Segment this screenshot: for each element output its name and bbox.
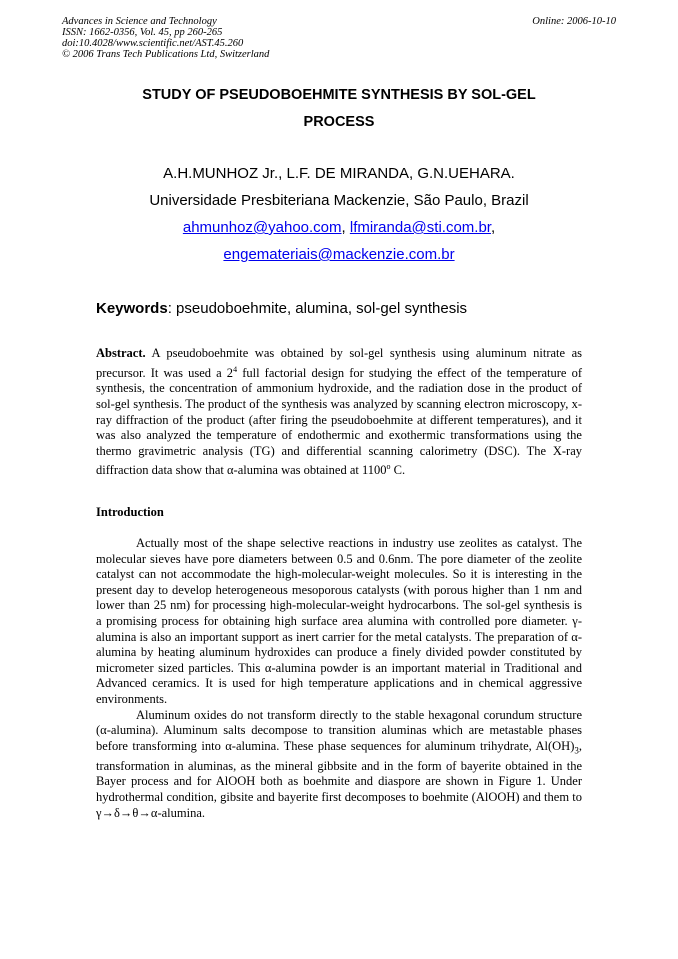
keywords-label: Keywords bbox=[96, 300, 168, 317]
title-line-2: PROCESS bbox=[303, 114, 375, 130]
issn-line: ISSN: 1662-0356, Vol. 45, pp 260-265 bbox=[62, 27, 223, 38]
introduction-heading: Introduction bbox=[96, 505, 164, 519]
keywords-text: : pseudoboehmite, alumina, sol-gel synthesis bbox=[167, 300, 468, 317]
intro-p2-text-b: , transformation in aluminas, as the mineral gibbsite and in the form of bayerite obtained in the Bayer process and for AlOOH both as boehmite and diaspore are shown in Figure 1. Under hydrothermal condition, gibsite and bayerite first decomposes to boehmite (AlOOH) and them to γ→δ→θ→α-alumina. bbox=[96, 738, 582, 820]
abstract-text-3: C. bbox=[390, 463, 406, 478]
intro-paragraph-1: Actually most of the shape selective reactions in industry use zeolites as catalyst. The molecular sieves have pore diameters between 0.5 and 0.6nm. The pore diameter of the zeolite catalyst can not accommodate the high-molecular-weight molecules. So it is interesting in the present day to develop heterogeneous mesoporous catalysts (with porous higher than 1 nm and lower than 25 nm) for processing high-molecular-weight hydrocarbons. The sol-gel synthesis is a promising process for obtaining high surface area alumina with controlled pore diameter. γ-alumina is also an important support as inert carrier for the metal catalysts. The preparation of α-alumina by heating aluminum hydroxides can produce a finely divided powder constituted by micrometer sized particles. This α-alumina powder is an important material in Traditional and Advanced ceramics. It is used for high temperature applications and in chemical aggressive environments. bbox=[96, 536, 582, 706]
abstract-sup-2: o bbox=[386, 462, 391, 472]
online-date: Online: 2006-10-10 bbox=[532, 16, 616, 27]
paper-title bbox=[0, 82, 678, 136]
intro-paragraph-2 bbox=[96, 708, 582, 822]
copyright-line: © 2006 Trans Tech Publications Ltd, Switzerland bbox=[62, 49, 270, 60]
introduction-body bbox=[96, 536, 582, 821]
journal-name: Advances in Science and Technology bbox=[62, 16, 217, 27]
abstract-label: Abstract. bbox=[96, 346, 146, 360]
journal-header bbox=[62, 16, 269, 60]
title-line-1: STUDY OF PSEUDOBOEHMITE SYNTHESIS BY SOL-GEL bbox=[142, 87, 536, 103]
abstract bbox=[96, 346, 582, 479]
email-line-1: ahmunhoz@yahoo.com, lfmiranda@sti.com.br, bbox=[182, 219, 496, 236]
doi-line: doi:10.4028/www.scientific.net/AST.45.260 bbox=[62, 38, 244, 49]
email-link-1[interactable]: ahmunhoz@yahoo.com bbox=[182, 219, 342, 236]
abstract-sup-1: 4 bbox=[233, 364, 238, 374]
author-names: A.H.MUNHOZ Jr., L.F. DE MIRANDA, G.N.UEHARA. bbox=[163, 165, 515, 182]
keywords bbox=[96, 300, 467, 317]
affiliation: Universidade Presbiteriana Mackenzie, São Paulo, Brazil bbox=[149, 192, 529, 209]
author-block bbox=[0, 160, 678, 268]
intro-p2-sub: 3 bbox=[574, 745, 579, 756]
intro-p2-text-a: Aluminum oxides do not transform directly to the stable hexagonal corundum structure (α-alumina). Aluminum salts decompose to transition aluminas which are metastable phases before transforming into α-alumina. These phase sequences for aluminum trihydrate, Al(OH) bbox=[96, 707, 582, 753]
abstract-text-1: A pseudoboehmite was obtained by sol-gel synthesis using aluminum nitrate as precursor. It was used a 2 bbox=[96, 346, 582, 380]
email-link-3[interactable]: engemateriais@mackenzie.com.br bbox=[223, 246, 455, 263]
email-line-2 bbox=[0, 241, 678, 268]
email-link-2[interactable]: lfmiranda@sti.com.br bbox=[349, 219, 491, 236]
abstract-text-2: full factorial design for studying the effect of the temperature of synthesis, the concentration of ammonium hydroxide, and the radiation dose in the product of sol-gel synthesis. The product of the synthesis was analyzed by scanning electron microscopy, x-ray diffraction of the product (after firing the pseudoboehmite at different temperatures), and it was also analyzed the temperature of endothermic and exothermic transformations using the thermo gravimetric analysis (TG) and differential scanning calorimetry (DSC). The X-ray diffraction data show that α-alumina was obtained at 1100 bbox=[96, 365, 582, 478]
